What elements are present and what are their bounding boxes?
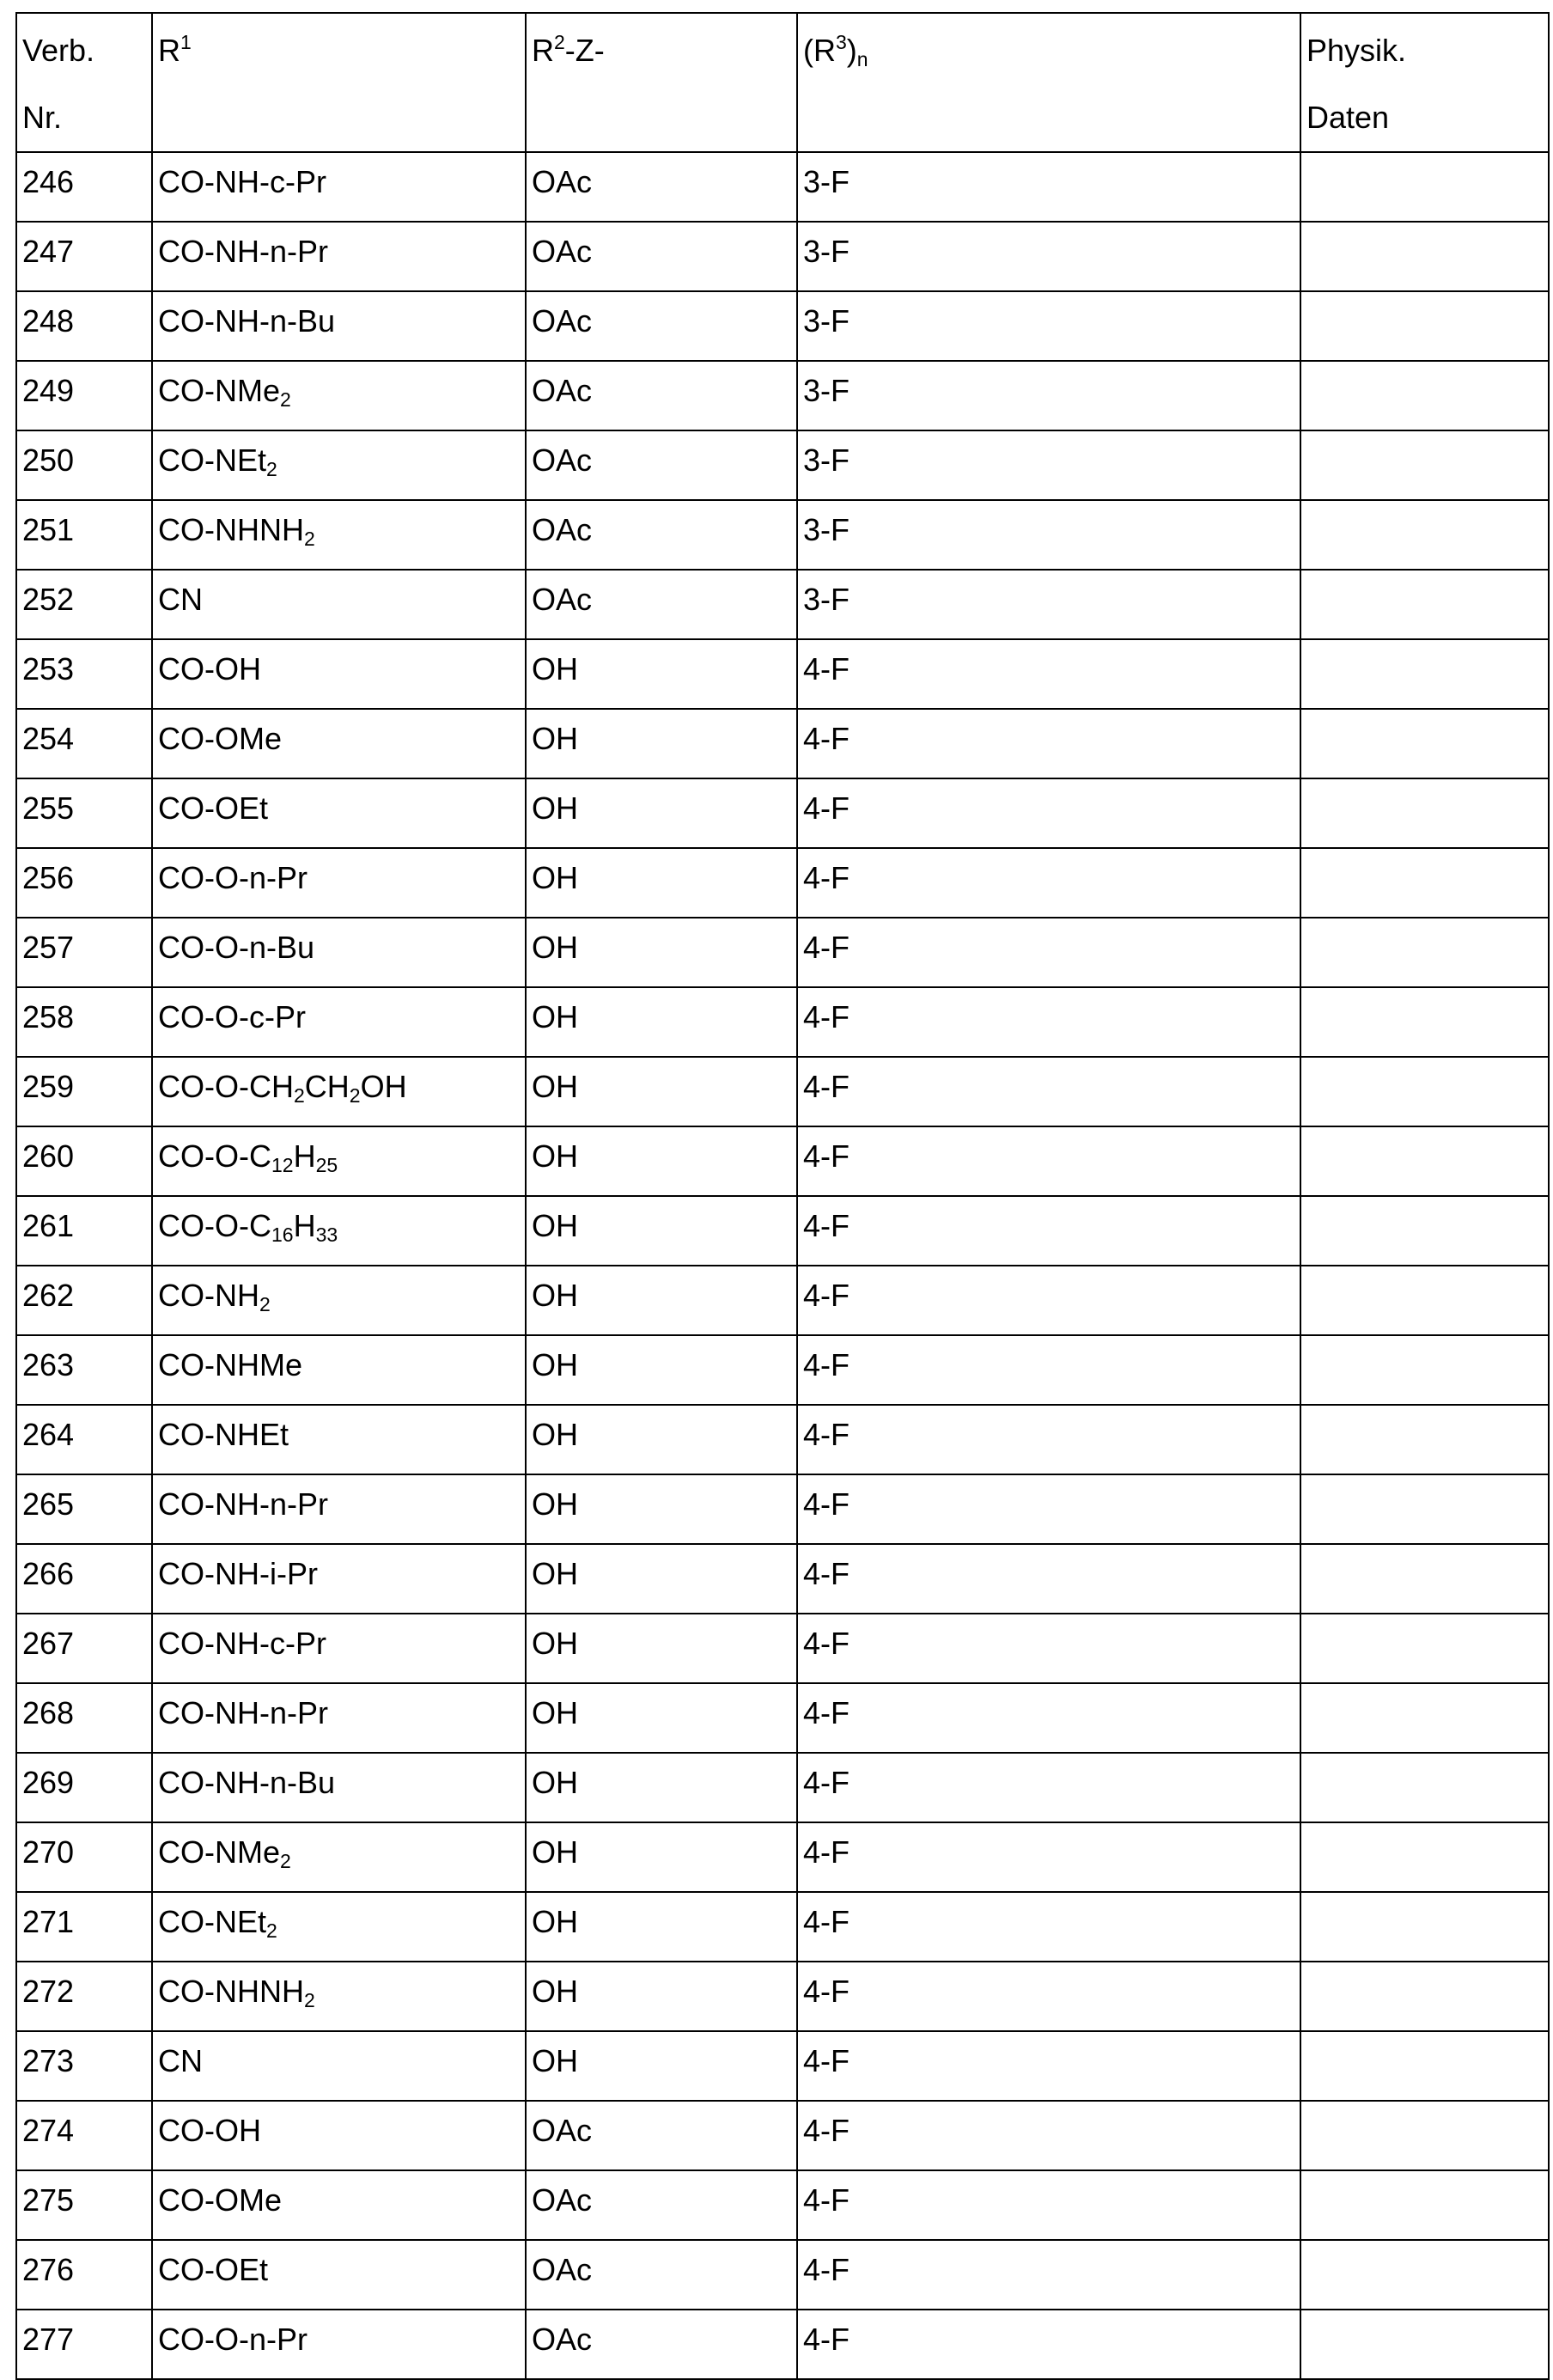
cell-r3n: 4-F bbox=[797, 1405, 1300, 1474]
r1-subscript: 2 bbox=[294, 1084, 305, 1107]
cell-r1 bbox=[152, 1962, 526, 2031]
cell-physik-daten bbox=[1300, 2170, 1549, 2240]
cell-r2z: OH bbox=[526, 1753, 797, 1822]
r1-text: CO-OH bbox=[158, 2113, 261, 2148]
r1-subscript: 2 bbox=[266, 1919, 277, 1942]
cell-r3n: 4-F bbox=[797, 778, 1300, 848]
header-physik-daten bbox=[1300, 13, 1549, 152]
cell-r2z: OAc bbox=[526, 430, 797, 500]
cell-nr: 255 bbox=[16, 778, 152, 848]
header-r3n-open: (R bbox=[803, 33, 836, 68]
cell-r3n: 4-F bbox=[797, 1822, 1300, 1892]
header-nr: Nr. bbox=[22, 100, 62, 135]
cell-r2z: OH bbox=[526, 918, 797, 987]
cell-r2z: OAc bbox=[526, 152, 797, 222]
cell-physik-daten bbox=[1300, 500, 1549, 570]
r1-text: CO-OMe bbox=[158, 721, 282, 756]
header-r3n bbox=[797, 13, 1300, 152]
cell-physik-daten bbox=[1300, 1405, 1549, 1474]
header-r3n-sub: n bbox=[857, 48, 868, 70]
cell-r1 bbox=[152, 1892, 526, 1962]
cell-r2z: OH bbox=[526, 1962, 797, 2031]
cell-r3n: 3-F bbox=[797, 570, 1300, 639]
cell-nr: 252 bbox=[16, 570, 152, 639]
cell-physik-daten bbox=[1300, 639, 1549, 709]
r1-text: H bbox=[294, 1138, 316, 1174]
cell-r2z: OH bbox=[526, 2031, 797, 2101]
cell-r1 bbox=[152, 1614, 526, 1683]
cell-r2z: OAc bbox=[526, 2101, 797, 2170]
cell-r2z: OH bbox=[526, 1474, 797, 1544]
cell-r2z: OH bbox=[526, 987, 797, 1057]
cell-r1 bbox=[152, 152, 526, 222]
r1-subscript: 2 bbox=[304, 528, 315, 550]
r1-text: CO-O-n-Pr bbox=[158, 2322, 308, 2357]
r1-text: CO-NH-n-Bu bbox=[158, 1765, 335, 1800]
cell-r1 bbox=[152, 987, 526, 1057]
cell-r1 bbox=[152, 291, 526, 361]
r1-subscript: 2 bbox=[280, 1850, 291, 1872]
cell-r3n: 4-F bbox=[797, 1544, 1300, 1614]
cell-physik-daten bbox=[1300, 291, 1549, 361]
cell-r2z: OAc bbox=[526, 500, 797, 570]
r1-subscript: 2 bbox=[259, 1293, 271, 1315]
cell-r1 bbox=[152, 639, 526, 709]
cell-nr: 260 bbox=[16, 1126, 152, 1196]
r1-text: CN bbox=[158, 2043, 203, 2078]
r1-text: CO-O-n-Pr bbox=[158, 860, 308, 895]
table-row bbox=[16, 1474, 1549, 1544]
cell-physik-daten bbox=[1300, 709, 1549, 778]
cell-physik-daten bbox=[1300, 2240, 1549, 2310]
cell-r2z: OH bbox=[526, 709, 797, 778]
cell-r1 bbox=[152, 570, 526, 639]
cell-r3n: 4-F bbox=[797, 709, 1300, 778]
cell-nr: 250 bbox=[16, 430, 152, 500]
cell-nr: 261 bbox=[16, 1196, 152, 1266]
cell-physik-daten bbox=[1300, 1266, 1549, 1335]
r1-text: CO-NEt bbox=[158, 1904, 266, 1939]
table-row bbox=[16, 2170, 1549, 2240]
cell-nr: 249 bbox=[16, 361, 152, 430]
table-row bbox=[16, 222, 1549, 291]
table-row bbox=[16, 152, 1549, 222]
cell-r3n: 4-F bbox=[797, 1266, 1300, 1335]
cell-physik-daten bbox=[1300, 152, 1549, 222]
header-physik: Physik. bbox=[1306, 33, 1406, 68]
table-row bbox=[16, 1962, 1549, 2031]
cell-r3n: 4-F bbox=[797, 2031, 1300, 2101]
cell-r2z: OH bbox=[526, 1057, 797, 1126]
cell-r1 bbox=[152, 778, 526, 848]
cell-r3n: 4-F bbox=[797, 1196, 1300, 1266]
cell-r1 bbox=[152, 1405, 526, 1474]
table-body bbox=[16, 13, 1549, 2379]
cell-physik-daten bbox=[1300, 570, 1549, 639]
cell-r1 bbox=[152, 1057, 526, 1126]
cell-nr: 254 bbox=[16, 709, 152, 778]
cell-r1 bbox=[152, 500, 526, 570]
r1-text: CO-NH bbox=[158, 1278, 259, 1313]
r1-text: CO-NHMe bbox=[158, 1347, 302, 1382]
cell-r1 bbox=[152, 430, 526, 500]
cell-nr: 266 bbox=[16, 1544, 152, 1614]
header-r3n-close: ) bbox=[847, 33, 857, 68]
cell-r3n: 4-F bbox=[797, 987, 1300, 1057]
header-r3n-sup: 3 bbox=[836, 31, 847, 53]
cell-r3n: 4-F bbox=[797, 1892, 1300, 1962]
r1-subscript: 2 bbox=[304, 1989, 315, 2011]
header-r1-sup: 1 bbox=[180, 31, 192, 53]
cell-r3n: 3-F bbox=[797, 500, 1300, 570]
cell-r2z: OH bbox=[526, 1335, 797, 1405]
r1-subscript: 12 bbox=[271, 1154, 294, 1176]
cell-r3n: 4-F bbox=[797, 1683, 1300, 1753]
cell-r1 bbox=[152, 222, 526, 291]
cell-r1 bbox=[152, 1683, 526, 1753]
cell-r3n: 4-F bbox=[797, 2101, 1300, 2170]
cell-r2z: OAc bbox=[526, 570, 797, 639]
cell-physik-daten bbox=[1300, 1753, 1549, 1822]
cell-r2z: OAc bbox=[526, 2240, 797, 2310]
r1-text: CO-O-CH bbox=[158, 1069, 294, 1104]
cell-nr: 272 bbox=[16, 1962, 152, 2031]
r1-text: CH bbox=[305, 1069, 350, 1104]
table-row bbox=[16, 848, 1549, 918]
r1-text: CO-NH-n-Bu bbox=[158, 303, 335, 339]
cell-nr: 259 bbox=[16, 1057, 152, 1126]
table-row bbox=[16, 1822, 1549, 1892]
table-row bbox=[16, 1683, 1549, 1753]
r1-text: CO-OEt bbox=[158, 2252, 268, 2287]
header-r2z-base: R bbox=[532, 33, 554, 68]
table-row bbox=[16, 500, 1549, 570]
table-row bbox=[16, 1335, 1549, 1405]
cell-nr: 248 bbox=[16, 291, 152, 361]
cell-r3n: 4-F bbox=[797, 1335, 1300, 1405]
cell-r3n: 3-F bbox=[797, 222, 1300, 291]
table-row bbox=[16, 709, 1549, 778]
table-row bbox=[16, 1753, 1549, 1822]
table-row bbox=[16, 778, 1549, 848]
cell-nr: 258 bbox=[16, 987, 152, 1057]
cell-nr: 253 bbox=[16, 639, 152, 709]
cell-r1 bbox=[152, 1335, 526, 1405]
cell-r3n: 4-F bbox=[797, 1614, 1300, 1683]
cell-physik-daten bbox=[1300, 1057, 1549, 1126]
header-daten: Daten bbox=[1306, 100, 1389, 135]
cell-r2z: OAc bbox=[526, 2170, 797, 2240]
cell-r3n: 4-F bbox=[797, 1962, 1300, 2031]
cell-nr: 268 bbox=[16, 1683, 152, 1753]
cell-r2z: OH bbox=[526, 778, 797, 848]
cell-nr: 267 bbox=[16, 1614, 152, 1683]
cell-r2z: OH bbox=[526, 1683, 797, 1753]
cell-r2z: OH bbox=[526, 1544, 797, 1614]
cell-r2z: OAc bbox=[526, 291, 797, 361]
cell-r2z: OH bbox=[526, 1614, 797, 1683]
header-r1 bbox=[152, 13, 526, 152]
cell-r2z: OH bbox=[526, 1822, 797, 1892]
cell-r1 bbox=[152, 2031, 526, 2101]
header-r2z-sup: 2 bbox=[554, 31, 565, 53]
table-row bbox=[16, 1057, 1549, 1126]
cell-physik-daten bbox=[1300, 430, 1549, 500]
table-row bbox=[16, 1405, 1549, 1474]
table-row bbox=[16, 291, 1549, 361]
cell-physik-daten bbox=[1300, 2310, 1549, 2379]
header-verb: Verb. bbox=[22, 33, 94, 68]
cell-r1 bbox=[152, 2310, 526, 2379]
cell-r3n: 4-F bbox=[797, 1126, 1300, 1196]
r1-text: CO-NHNH bbox=[158, 1974, 304, 2009]
header-r1-base: R bbox=[158, 33, 180, 68]
cell-r3n: 4-F bbox=[797, 1057, 1300, 1126]
cell-r1 bbox=[152, 1126, 526, 1196]
r1-text: CO-O-n-Bu bbox=[158, 930, 314, 965]
cell-r2z: OH bbox=[526, 639, 797, 709]
cell-r2z: OH bbox=[526, 1266, 797, 1335]
cell-r2z: OAc bbox=[526, 361, 797, 430]
cell-physik-daten bbox=[1300, 1196, 1549, 1266]
r1-text: CO-OMe bbox=[158, 2182, 282, 2218]
cell-nr: 277 bbox=[16, 2310, 152, 2379]
table-row bbox=[16, 1614, 1549, 1683]
cell-r2z: OH bbox=[526, 1196, 797, 1266]
table-row bbox=[16, 361, 1549, 430]
cell-r3n: 4-F bbox=[797, 1474, 1300, 1544]
table-row bbox=[16, 1126, 1549, 1196]
r1-text: CO-NH-n-Pr bbox=[158, 234, 328, 269]
cell-r3n: 3-F bbox=[797, 152, 1300, 222]
cell-nr: 247 bbox=[16, 222, 152, 291]
cell-r1 bbox=[152, 1753, 526, 1822]
cell-nr: 269 bbox=[16, 1753, 152, 1822]
cell-nr: 256 bbox=[16, 848, 152, 918]
cell-r1 bbox=[152, 1474, 526, 1544]
cell-r2z: OH bbox=[526, 1892, 797, 1962]
cell-nr: 274 bbox=[16, 2101, 152, 2170]
cell-r2z: OH bbox=[526, 848, 797, 918]
r1-text: CO-O-c-Pr bbox=[158, 999, 306, 1034]
r1-text: CO-NHNH bbox=[158, 512, 304, 547]
cell-r1 bbox=[152, 1196, 526, 1266]
table-row bbox=[16, 1266, 1549, 1335]
r1-subscript: 2 bbox=[350, 1084, 361, 1107]
cell-physik-daten bbox=[1300, 1892, 1549, 1962]
cell-r1 bbox=[152, 2240, 526, 2310]
cell-nr: 263 bbox=[16, 1335, 152, 1405]
cell-r1 bbox=[152, 361, 526, 430]
cell-r3n: 4-F bbox=[797, 2240, 1300, 2310]
cell-physik-daten bbox=[1300, 222, 1549, 291]
cell-r1 bbox=[152, 2170, 526, 2240]
r1-text: CO-NMe bbox=[158, 1834, 280, 1870]
cell-nr: 273 bbox=[16, 2031, 152, 2101]
table-row bbox=[16, 2240, 1549, 2310]
cell-physik-daten bbox=[1300, 2101, 1549, 2170]
r1-text: CO-NH-n-Pr bbox=[158, 1486, 328, 1522]
header-verb-nr bbox=[16, 13, 152, 152]
cell-physik-daten bbox=[1300, 1544, 1549, 1614]
cell-nr: 251 bbox=[16, 500, 152, 570]
r1-text: CO-NH-c-Pr bbox=[158, 1626, 326, 1661]
r1-text: OH bbox=[361, 1069, 407, 1104]
cell-physik-daten bbox=[1300, 2031, 1549, 2101]
r1-text: H bbox=[294, 1208, 316, 1243]
table-row bbox=[16, 1892, 1549, 1962]
cell-r3n: 4-F bbox=[797, 918, 1300, 987]
r1-subscript: 25 bbox=[316, 1154, 338, 1176]
cell-r3n: 4-F bbox=[797, 1753, 1300, 1822]
cell-nr: 276 bbox=[16, 2240, 152, 2310]
cell-physik-daten bbox=[1300, 987, 1549, 1057]
table-row bbox=[16, 2031, 1549, 2101]
cell-physik-daten bbox=[1300, 1474, 1549, 1544]
cell-r2z: OAc bbox=[526, 2310, 797, 2379]
r1-text: CO-OH bbox=[158, 651, 261, 687]
r1-text: CO-NMe bbox=[158, 373, 280, 408]
cell-physik-daten bbox=[1300, 361, 1549, 430]
table-row bbox=[16, 918, 1549, 987]
cell-r3n: 4-F bbox=[797, 639, 1300, 709]
cell-r3n: 4-F bbox=[797, 848, 1300, 918]
table-row bbox=[16, 570, 1549, 639]
cell-r1 bbox=[152, 1544, 526, 1614]
table-row bbox=[16, 430, 1549, 500]
cell-nr: 264 bbox=[16, 1405, 152, 1474]
cell-nr: 262 bbox=[16, 1266, 152, 1335]
cell-r1 bbox=[152, 2101, 526, 2170]
table-row bbox=[16, 987, 1549, 1057]
r1-text: CO-NH-i-Pr bbox=[158, 1556, 318, 1591]
cell-r3n: 3-F bbox=[797, 430, 1300, 500]
compound-table bbox=[15, 12, 1550, 2380]
cell-physik-daten bbox=[1300, 1683, 1549, 1753]
cell-physik-daten bbox=[1300, 918, 1549, 987]
r1-text: CO-NEt bbox=[158, 442, 266, 478]
cell-nr: 257 bbox=[16, 918, 152, 987]
table-row bbox=[16, 2310, 1549, 2379]
r1-text: CO-NHEt bbox=[158, 1417, 289, 1452]
cell-nr: 265 bbox=[16, 1474, 152, 1544]
table-row bbox=[16, 2101, 1549, 2170]
table-row bbox=[16, 1196, 1549, 1266]
r1-text: CO-NH-c-Pr bbox=[158, 164, 326, 199]
cell-r3n: 4-F bbox=[797, 2310, 1300, 2379]
cell-r3n: 3-F bbox=[797, 291, 1300, 361]
cell-physik-daten bbox=[1300, 848, 1549, 918]
cell-physik-daten bbox=[1300, 1962, 1549, 2031]
cell-r2z: OAc bbox=[526, 222, 797, 291]
cell-r3n: 3-F bbox=[797, 361, 1300, 430]
r1-text: CN bbox=[158, 582, 203, 617]
cell-nr: 275 bbox=[16, 2170, 152, 2240]
table-row bbox=[16, 1544, 1549, 1614]
cell-nr: 271 bbox=[16, 1892, 152, 1962]
cell-r3n: 4-F bbox=[797, 2170, 1300, 2240]
r1-subscript: 2 bbox=[266, 458, 277, 480]
cell-nr: 270 bbox=[16, 1822, 152, 1892]
r1-text: CO-O-C bbox=[158, 1138, 271, 1174]
header-r2z bbox=[526, 13, 797, 152]
cell-r1 bbox=[152, 709, 526, 778]
r1-text: CO-OEt bbox=[158, 790, 268, 826]
header-r2z-rest: -Z- bbox=[565, 33, 605, 68]
cell-r2z: OH bbox=[526, 1405, 797, 1474]
cell-r1 bbox=[152, 1266, 526, 1335]
cell-r1 bbox=[152, 918, 526, 987]
cell-nr: 246 bbox=[16, 152, 152, 222]
r1-subscript: 16 bbox=[271, 1224, 294, 1246]
r1-text: CO-O-C bbox=[158, 1208, 271, 1243]
table-header-row bbox=[16, 13, 1549, 152]
table-row bbox=[16, 639, 1549, 709]
cell-physik-daten bbox=[1300, 1614, 1549, 1683]
r1-subscript: 2 bbox=[280, 388, 291, 411]
cell-physik-daten bbox=[1300, 778, 1549, 848]
cell-r1 bbox=[152, 1822, 526, 1892]
cell-r1 bbox=[152, 848, 526, 918]
cell-physik-daten bbox=[1300, 1126, 1549, 1196]
cell-physik-daten bbox=[1300, 1335, 1549, 1405]
r1-text: CO-NH-n-Pr bbox=[158, 1695, 328, 1730]
r1-subscript: 33 bbox=[316, 1224, 338, 1246]
cell-r2z: OH bbox=[526, 1126, 797, 1196]
cell-physik-daten bbox=[1300, 1822, 1549, 1892]
